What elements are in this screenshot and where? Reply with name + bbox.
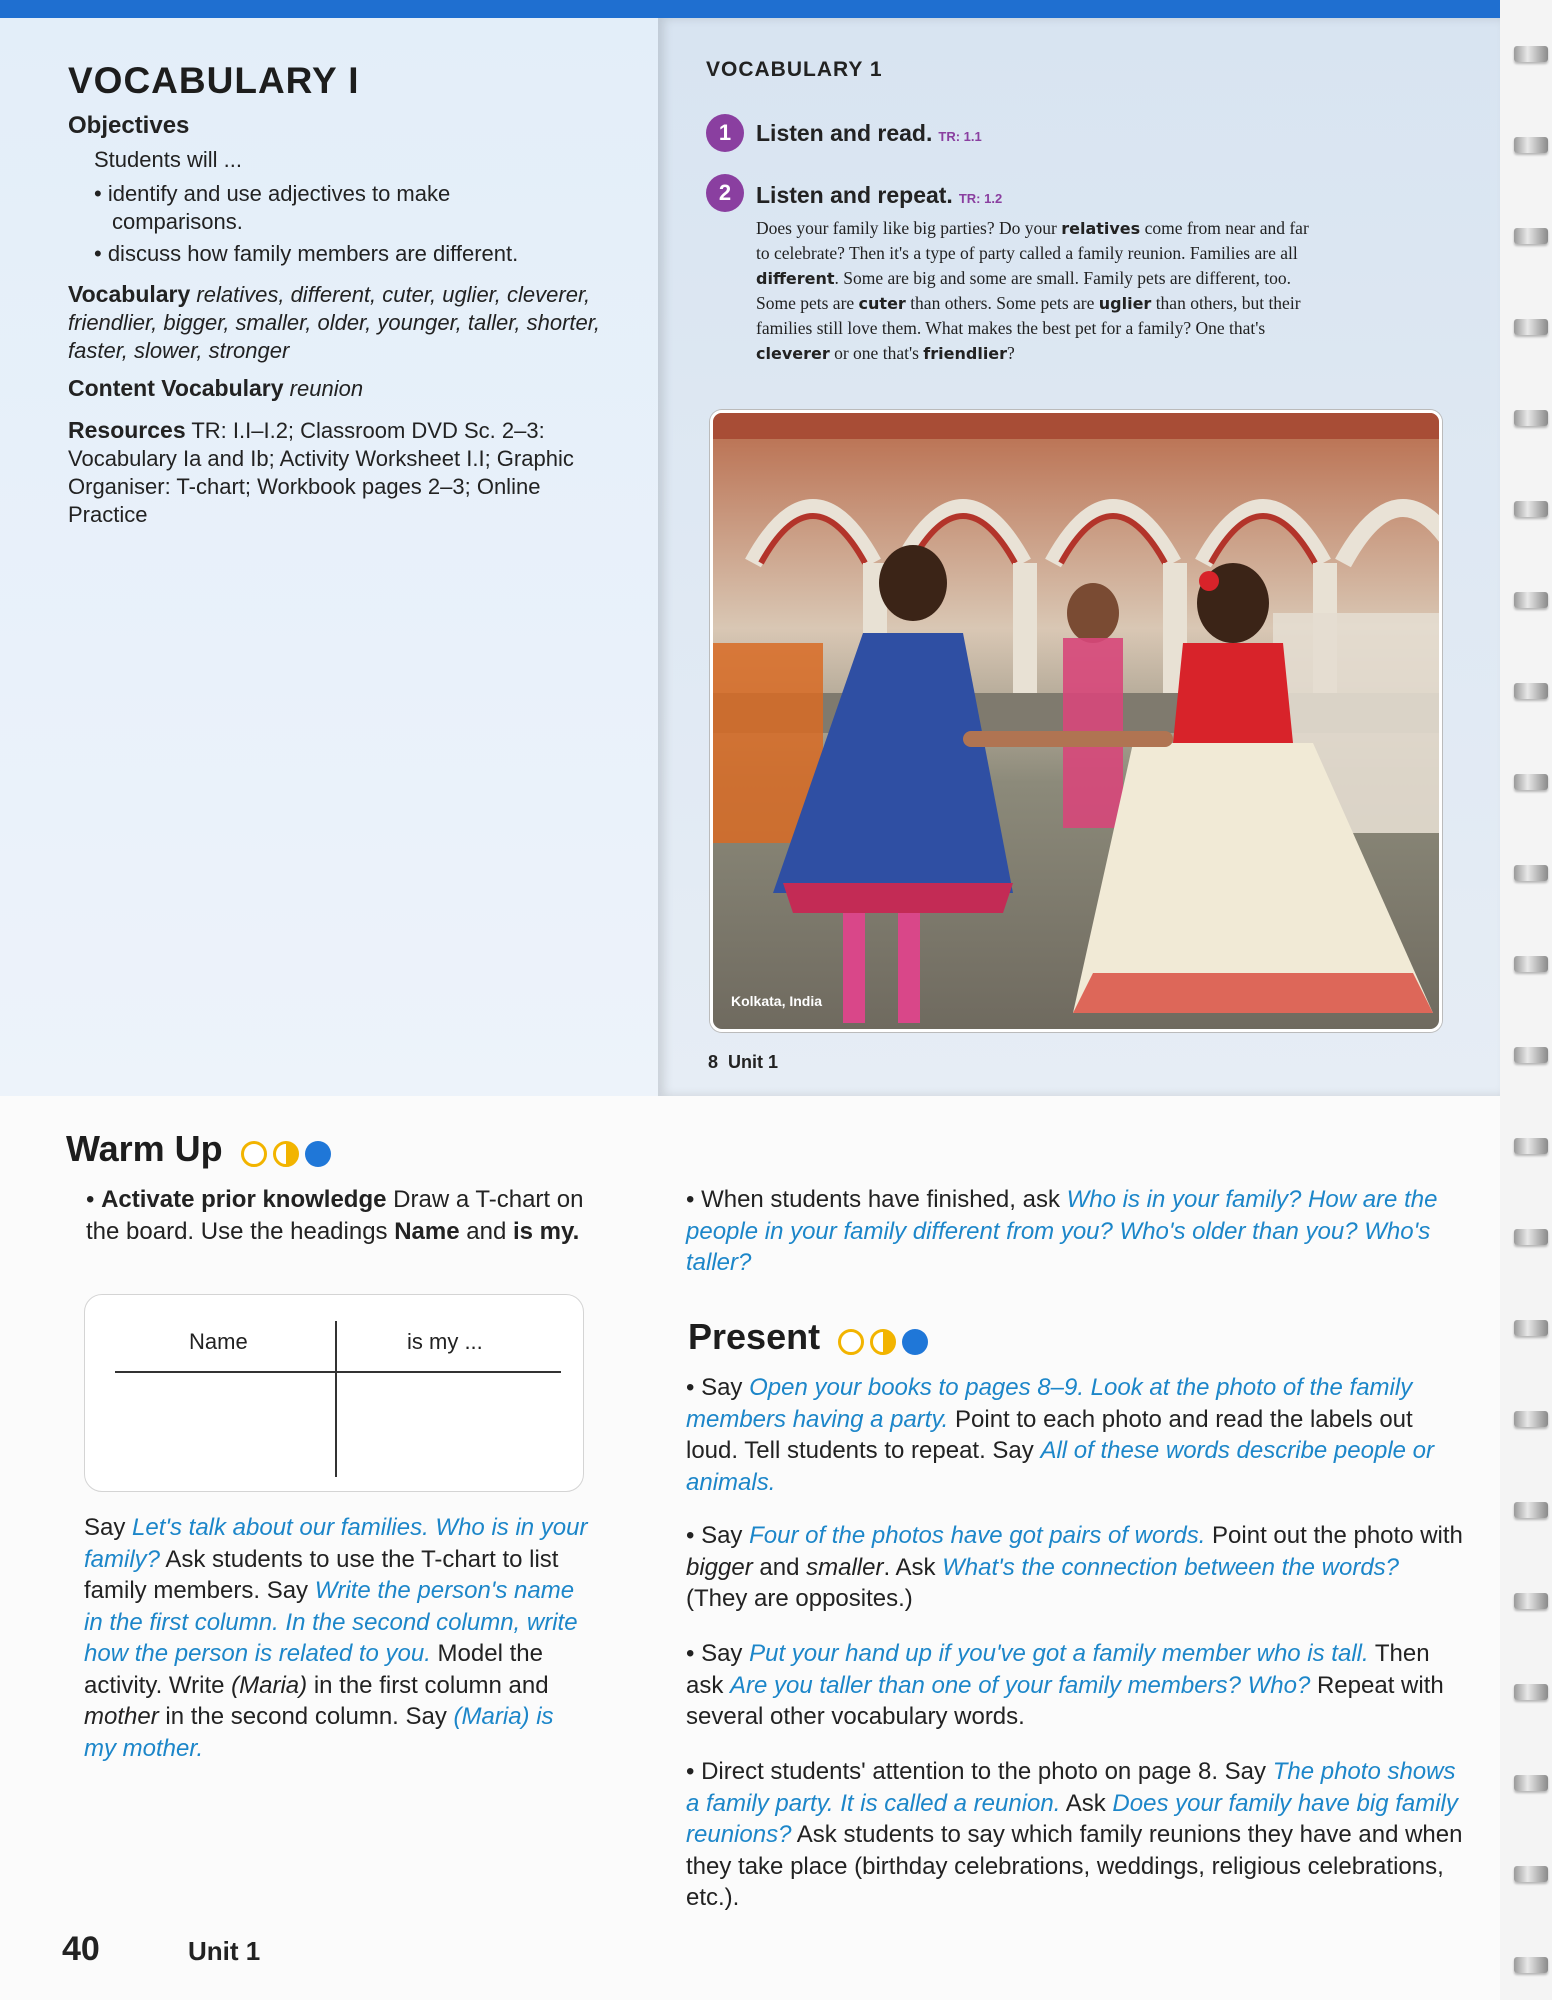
track-label: TR: 1.2 xyxy=(958,191,1003,206)
present-bullet: • Direct students' attention to the photo on page 8. Say The photo shows a family party. It is called a reunion. Ask Does your family have big family reunions? Ask students to say which family reunions they have and when they take place (birthday celebrations, weddings, religious celebrations, etc.). xyxy=(686,1758,1463,1911)
resources xyxy=(68,416,588,529)
content-vocab-label: Content Vocabulary xyxy=(68,375,284,401)
t-chart-column-relation: is my ... xyxy=(407,1329,483,1354)
step-instruction: Listen and read. TR: 1.1 xyxy=(756,120,982,146)
resources-label: Resources xyxy=(68,417,186,443)
content-vocab-word: reunion xyxy=(289,376,364,401)
present-bullet: • Say Four of the photos have got pairs of words. Point out the photo with bigger and smaller. Ask What's the connection between the words? (They are opposites.) xyxy=(686,1522,1463,1612)
spiral-ring xyxy=(1514,1957,1548,1973)
spiral-ring xyxy=(1514,1138,1548,1154)
spiral-ring xyxy=(1514,683,1548,699)
reading-passage: Does your family like big parties? Do your relatives come from near and far to celebrate? Then it's a type of party called a family reunion. Families are all different. Some are big and some are small. Family pets are different, too. Some pets are cuter than others. Some pets are uglier than others, but their families still love them. What makes the best pet for a family? One that's cleverer or one that's friendlier? xyxy=(756,218,1309,363)
objective-item: comparisons. xyxy=(112,209,243,234)
top-color-bar xyxy=(0,0,1500,18)
content-vocabulary xyxy=(68,374,608,403)
teacher-notes-title: VOCABULARY I xyxy=(68,60,360,101)
t-chart xyxy=(84,1294,584,1492)
step-instruction: Listen and repeat. TR: 1.2 xyxy=(756,182,1003,208)
reunion-photo xyxy=(710,410,1442,1032)
objective-item: • discuss how family members are different. xyxy=(94,241,519,266)
objectives-heading: Objectives xyxy=(68,112,190,139)
step-number-badge: 1 xyxy=(706,114,744,152)
warm-up-bullet: • Activate prior knowledge Draw a T-chart on the board. Use the headings Name and is my. xyxy=(86,1186,584,1245)
warm-up-heading: Warm Up xyxy=(66,1128,337,1172)
level-dots-icon xyxy=(838,1318,934,1360)
spiral-ring xyxy=(1514,1502,1548,1518)
present-bullet: • Say Open your books to pages 8–9. Look at the photo of the family members having a party. Point to each photo and read the labels out loud. Tell students to repeat. Say All of these words describe people or animals. xyxy=(686,1374,1435,1496)
spiral-ring xyxy=(1514,1866,1548,1882)
spiral-ring xyxy=(1514,46,1548,62)
spiral-ring xyxy=(1514,1593,1548,1609)
step-number-badge: 2 xyxy=(706,174,744,212)
spiral-ring xyxy=(1514,1411,1548,1427)
spiral-ring xyxy=(1514,1684,1548,1700)
warm-up-instructions: Say Let's talk about our families. Who is in your family? Ask students to use the T-chart to list family members. Say Write the person's name in the first column. In the second column, write how the person is related to you. Model the activity. Write (Maria) in the first column and mother in the second column. Say (Maria) is my mother. xyxy=(84,1514,588,1762)
spiral-ring xyxy=(1514,501,1548,517)
spiral-ring xyxy=(1514,1775,1548,1791)
present-heading: Present xyxy=(688,1316,934,1360)
resources-text: TR: I.I–I.2; Classroom DVD Sc. 2–3: Vocabulary Ia and Ib; Activity Worksheet I.I; Graphic Organiser: T-chart; Workbook pages 2–3; Online Practice xyxy=(68,418,574,527)
objective-item: • identify and use adjectives to make xyxy=(94,181,451,206)
level-dots-icon xyxy=(241,1130,337,1172)
student-book-footer xyxy=(708,1052,778,1073)
photo-caption: Kolkata, India xyxy=(731,993,823,1009)
vocabulary-list xyxy=(68,280,608,365)
spiral-ring xyxy=(1514,956,1548,972)
spiral-ring xyxy=(1514,228,1548,244)
objectives-intro: Students will ... xyxy=(94,147,242,172)
present-bullet: • Say Put your hand up if you've got a family member who is tall. Then ask Are you taller than one of your family members? Who? Repeat with several other vocabulary words. xyxy=(686,1640,1444,1730)
followup-bullet: • When students have finished, ask Who is in your family? How are the people in your family different from you? Who's older than you? Who's taller? xyxy=(686,1186,1438,1276)
spiral-ring xyxy=(1514,1047,1548,1063)
spiral-ring xyxy=(1514,137,1548,153)
spiral-ring xyxy=(1514,592,1548,608)
page-number: 40 xyxy=(62,1930,100,1968)
spiral-ring xyxy=(1514,1320,1548,1336)
vocabulary-words: relatives, different, cuter, uglier, cleverer, friendlier, bigger, smaller, older, younger, taller, shorter, faster, slower, stronger xyxy=(68,282,600,363)
footer-unit: Unit 1 xyxy=(188,1936,261,1966)
t-chart-vertical-line xyxy=(335,1321,337,1477)
student-book-page-number: 8 xyxy=(708,1052,719,1072)
spiral-ring xyxy=(1514,865,1548,881)
vocabulary-label: Vocabulary xyxy=(68,281,191,307)
student-book-title: VOCABULARY 1 xyxy=(706,58,883,81)
spiral-ring xyxy=(1514,774,1548,790)
spiral-ring xyxy=(1514,410,1548,426)
spiral-ring xyxy=(1514,1229,1548,1245)
spiral-ring xyxy=(1514,319,1548,335)
track-label: TR: 1.1 xyxy=(938,129,982,144)
student-book-unit: Unit 1 xyxy=(728,1052,779,1072)
t-chart-horizontal-line xyxy=(115,1371,561,1373)
t-chart-column-name: Name xyxy=(189,1329,248,1354)
spiral-binding xyxy=(1500,0,1552,2000)
